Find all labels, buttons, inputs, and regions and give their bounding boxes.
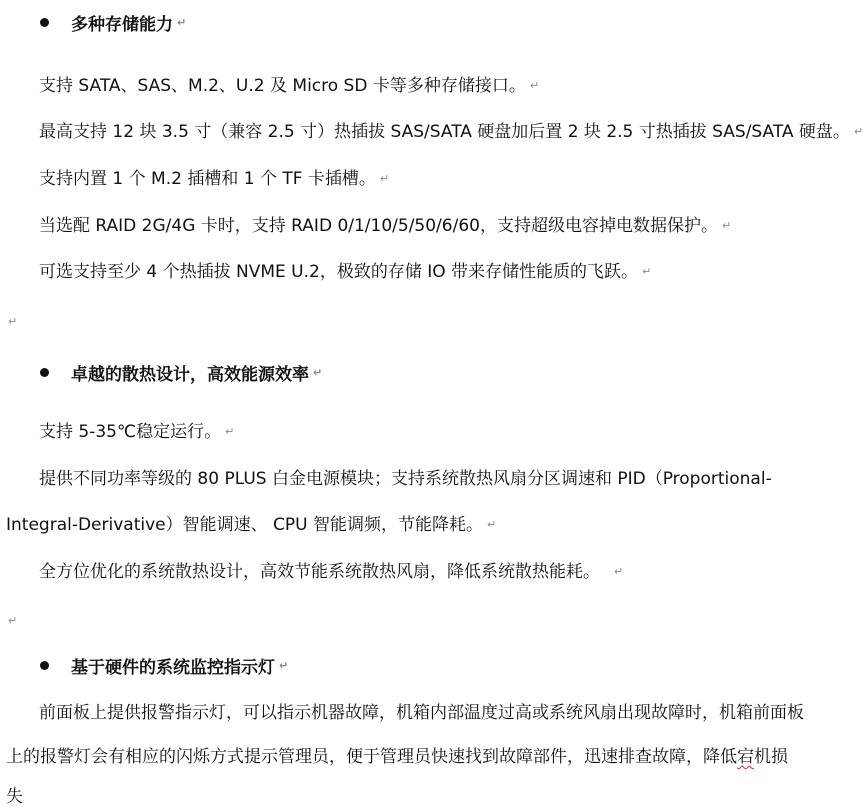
- bullet-icon: [40, 368, 49, 377]
- paragraph-line: [39, 561, 623, 583]
- paragraph-mark-icon: ↵: [721, 219, 732, 232]
- paragraph-mark-icon: ↵: [853, 125, 863, 138]
- bullet-icon: [40, 18, 49, 27]
- paragraph-line: [39, 121, 863, 143]
- paragraph-line: [6, 514, 496, 536]
- empty-paragraph-mark-icon: ↵: [8, 614, 18, 627]
- paragraph-text: 支持 5-35℃稳定运行。: [39, 422, 222, 442]
- paragraph-text: 最高支持 12 块 3.5 寸（兼容 2.5 寸）热插拔 SAS/SATA 硬盘加后置 2 块 2.5 寸热插拔 SAS/SATA 硬盘。: [39, 122, 850, 142]
- paragraph-mark-icon: ↵: [379, 172, 390, 185]
- paragraph-text: 可选支持至少 4 个热插拔 NVME U.2，极致的存储 IO 带来存储性能质的飞跃。: [39, 262, 639, 282]
- heading-text: 多种存储能力: [71, 15, 173, 35]
- paragraph-text: Integral-Derivative）智能调速、 CPU 智能调频，节能降耗。: [6, 515, 483, 535]
- heading-text: 卓越的散热设计，高效能源效率: [71, 365, 309, 385]
- paragraph-mark-icon: ↵: [642, 265, 652, 278]
- paragraph-mark-icon: ↵: [313, 366, 323, 379]
- section-heading-cooling: [40, 360, 322, 385]
- paragraph-text: 支持内置 1 个 M.2 插槽和 1 个 TF 卡插槽。: [39, 169, 376, 189]
- paragraph-mark-icon: ↵: [487, 518, 497, 531]
- bullet-icon: [40, 661, 49, 670]
- heading-text: 基于硬件的系统监控指示灯: [71, 658, 275, 678]
- paragraph-text: 失: [6, 787, 23, 807]
- spellcheck-flagged-word[interactable]: 宕: [737, 747, 754, 767]
- paragraph-text: 支持 SATA、SAS、M.2、U.2 及 Micro SD 卡等多种存储接口。: [39, 76, 526, 96]
- section-heading-monitoring: [40, 653, 288, 678]
- paragraph-mark-icon: ↵: [225, 425, 235, 438]
- paragraph-mark-icon: ↵: [529, 79, 540, 92]
- paragraph-mark-icon: ↵: [279, 659, 289, 672]
- paragraph-line-justified: 提供不同功率等级的 80 PLUS 白金电源模块；支持系统散热风扇分区调速和 PID（Proportional-: [39, 469, 772, 489]
- paragraph-line-justified: [6, 746, 788, 768]
- paragraph-line-justified: 前面板上提供报警指示灯，可以指示机器故障，机箱内部温度过高或系统风扇出现故障时，机箱前面板: [39, 703, 804, 723]
- paragraph-text: 当选配 RAID 2G/4G 卡时，支持 RAID 0/1/10/5/50/6/60，支持超级电容掉电数据保护。: [39, 216, 718, 236]
- empty-paragraph-mark-icon: ↵: [8, 315, 18, 328]
- section-heading-storage: [40, 10, 186, 35]
- paragraph-text: 上的报警灯会有相应的闪烁方式提示管理员，便于管理员快速找到故障部件，迅速排查故障，降低: [6, 747, 737, 767]
- paragraph-line: [39, 75, 539, 97]
- paragraph-text: 全方位优化的系统散热设计，高效节能系统散热风扇，降低系统散热能耗。: [39, 562, 600, 582]
- paragraph-line: [39, 261, 651, 283]
- paragraph-line: [39, 215, 731, 237]
- paragraph-line-cut: [6, 786, 23, 808]
- paragraph-line: [39, 421, 234, 443]
- paragraph-mark-icon: ↵: [614, 565, 624, 578]
- paragraph-mark-icon: ↵: [177, 16, 187, 29]
- paragraph-line: [39, 168, 389, 190]
- paragraph-text: 机损: [754, 747, 788, 767]
